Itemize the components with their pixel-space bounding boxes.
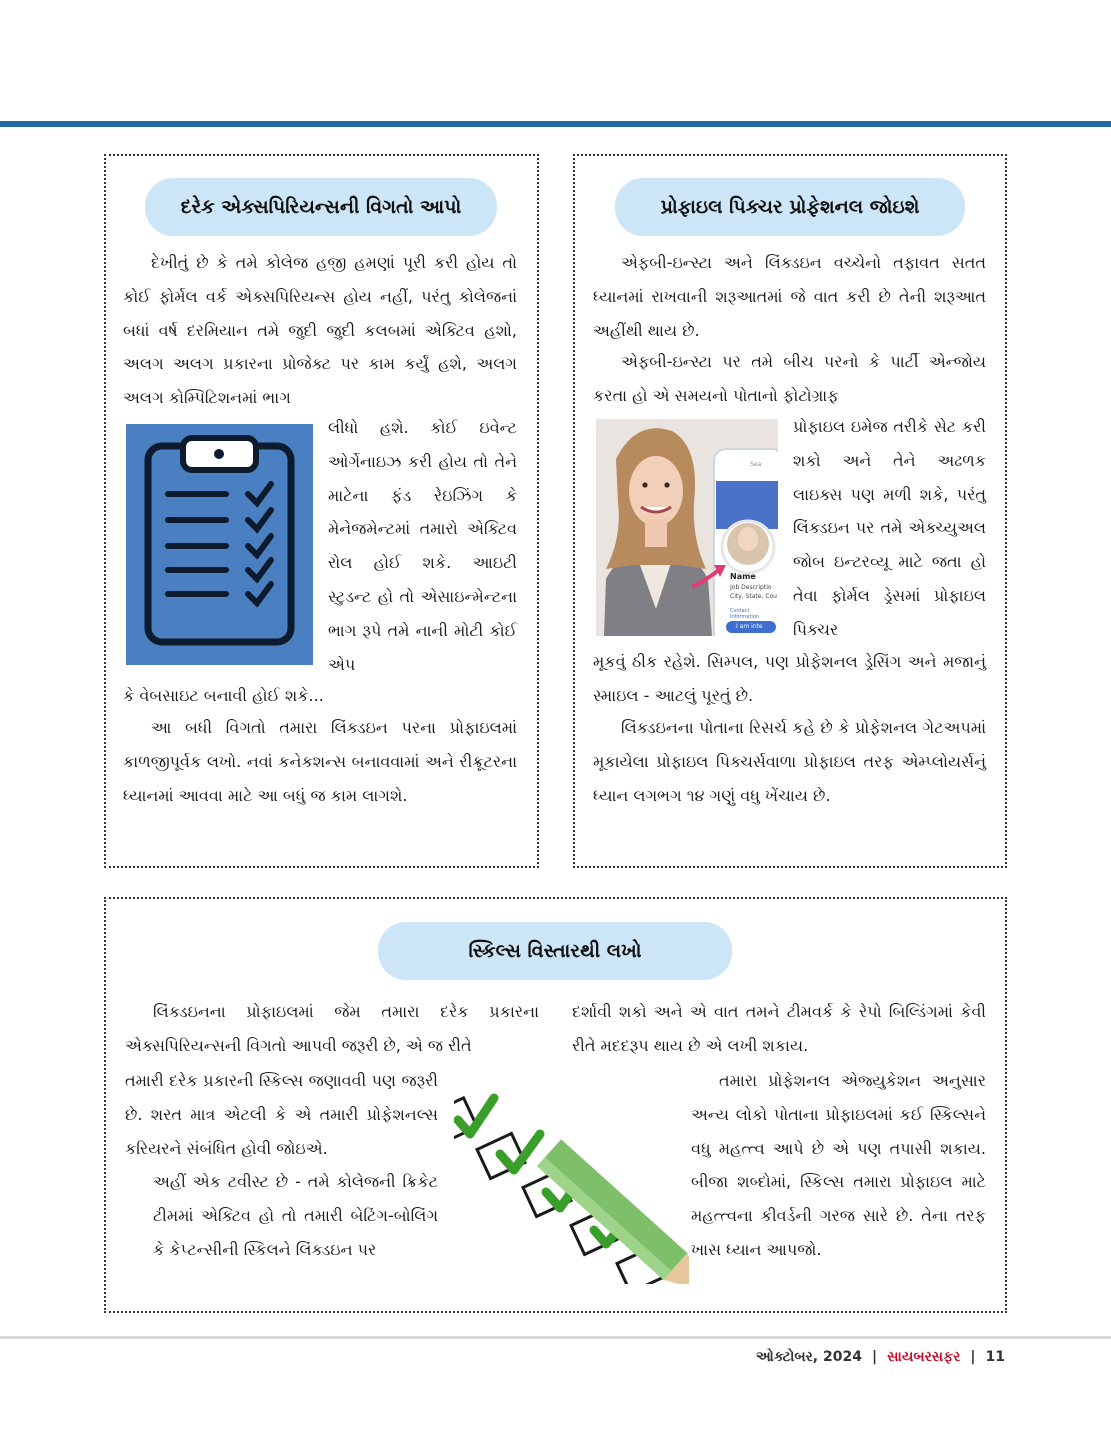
skills-col1-side-para-a: તમારી દરેક પ્રકારની સ્કિલ્સ જણાવવી પણ જરૂરી છે. શરત માત્ર એટલી કે એ તમારી પ્રોફેશનલ્સ કરિયરને સંબંધિત હોવી જોઇએ. [125,1071,438,1158]
footer-brand: સાયબરસફર [887,1349,961,1365]
skills-col1-top: લિંક્ડઇનના પ્રોફાઇલમાં જેમ તમારા દરેક પ્રકારના એક્સપિરિયન્સની વિગતો આપવી જરૂરી છે, એ જ રીતે [125,1002,539,1055]
experience-para-2: આ બધી વિગતો તમારા લિંક્ડઇન પરના પ્રોફાઇલમાં કાળજીપૂર્વક લખો. નવાં કનેકશન્સ બનાવવામાં અને રીક્રૂટરના ધ્યાનમાં આવવા માટે આ બધું જ કામ લાગશે. [123,718,517,805]
pencil-checkbox-icon [454,1074,689,1284]
profile-para-3: લિંક્ડઇનના પોતાના રિસર્ચ કહે છે કે પ્રોફેશનલ ગેટઅપમાં મૂકાયેલા પ્રોફાઇલ પિક્ચર્સવાળા પ્રોફાઇલ તરફ એમ્પ્લોયર્સનું ધ્યાન લગભગ ૧૪ ગણું વધુ ખેંચાય છે. [593,718,986,805]
skills-col2-top: દર્શાવી શકો અને એ વાત તમને ટીમવર્ક કે રેપો બિલ્ડિંગમાં કેવી રીતે મદદરૂપ થાય છે એ લખી શકાય. [572,1002,986,1055]
profile-para-2-side: પ્રોફાઇલ ઇમેજ તરીકે સેટ કરી શકો અને તેને અઢળક લાઇક્સ પણ મળી શકે, પરંતુ લિંક્ડઇન પર તમે એક્ચ્યુઅલ જોબ ઇન્ટરવ્યૂ માટે જતા હો તેવા ફોર્મલ ડ્રેસમાં પ્રોફાઇલ પિક્ચર [793,417,986,639]
experience-para-1-end: કે વેબસાઇટ બનાવી હોઈ શકે... [123,686,324,705]
page-footer [756,1349,1005,1365]
clipboard-checklist-icon [126,424,313,665]
profile-para-1: એફબી-ઇન્સ્ટા અને લિંક્ડઇન વચ્ચેનો તફાવત સતત ધ્યાનમાં રાખવાની શરૂઆતમાં જે વાત કરી છે તેની શરૂઆત અહીંથી થાય છે. [593,253,986,340]
skills-col1-side-para-b: અહીં એક ટવીસ્ટ છે - તમે કોલેજની ક્રિકેટ ટીમમાં એક્ટિવ હો તો તમારી બેટિંગ-બોલિંગ કે કેપ્ટન્સીની સ્કિલને લિંક્ડઇન પર [153,1172,438,1259]
skills-col1-side [125,1064,438,1267]
footer-separator: | [970,1349,976,1365]
mock-button-text: I am inte [736,623,763,630]
experience-para-1-top: દેખીતું છે કે તમે કોલેજ હજી હમણાં પૂરી કરી હોય તો કોઈ ફોર્મલ વર્ક એક્સપિરિયન્સ હોય નહીં, પરંતુ કોલેજનાં બધાં વર્ષ દરમિયાન તમે જુદી જુદી કલબમાં એક્ટિવ હશો, અલગ અલગ પ્રકારના પ્રોજેક્ટ પર કામ કર્યું હશે, અલગ અલગ કોમ્પિટિશનમાં ભાગ [123,253,517,408]
experience-para-1-side: લીધો હશે. કોઈ ઇવેન્ટ ઓર્ગેનાઇઝ કરી હોય તો તેને માટેના ફંડ રેઇઝિંગ કે મેનેજમેન્ટમાં તમારો એક્ટિવ રોલ હોઈ શકે. આઇટી સ્ટુડન્ટ હો તો એસાઇન્મેન્ટના ભાગ રૂપે તમે નાની મોટી કોઈ એપ [328,418,517,674]
experience-heading: દરેક એક્સપિરિયન્સની વિગતો આપો [145,178,497,236]
mock-contact-text: Contact Information [730,608,759,620]
profile-para-2-top: એફબી-ઇન્સ્ટા પર તમે બીચ પરનો કે પાર્ટી એન્જોય કરતા હો એ સમયનો પોતાનો ફોટોગ્રાફ [593,352,986,405]
footer-rule [0,1336,1111,1339]
skills-heading: સ્કિલ્સ વિસ્તારથી લખો [378,922,732,980]
footer-date: ઓક્ટોબર, 2024 [756,1349,862,1365]
profile-para-2-end: મૂકવું ઠીક રહેશે. સિમ્પલ, પણ પ્રોફેશનલ ડ્રેસિંગ અને મજાનું સ્માઇલ - આટલું પૂરતું છે. [593,652,986,705]
top-rule [0,121,1111,127]
woman-profile-photo [596,419,778,636]
profile-picture-heading: પ્રોફાઇલ પિક્ચર પ્રોફેશનલ જોઇશે [615,178,965,236]
mock-city-text: City, State, Cou [730,593,777,600]
skills-col2-side: તમારા પ્રોફેશનલ એજ્યુકેશન અનુસાર અન્ય લોકો પોતાના પ્રોફાઇલમાં કઈ સ્કિલ્સને વધુ મહત્ત્વ આપે છે એ પણ તપાસી શકાય. બીજા શબ્દોમાં, સ્કિલ્સ તમારા પ્રોફાઇલ માટે મહત્ત્વના કીવર્ડની ગરજ સારે છે. તેના તરફ ખાસ ધ્યાન આપજો. [691,1071,986,1259]
mock-search-text: Sea [750,461,762,468]
mock-name-text: Name [730,572,756,581]
mock-job-text: Job Descriptio [730,584,772,591]
footer-separator: | [871,1349,878,1365]
footer-page-number: 11 [985,1349,1005,1365]
